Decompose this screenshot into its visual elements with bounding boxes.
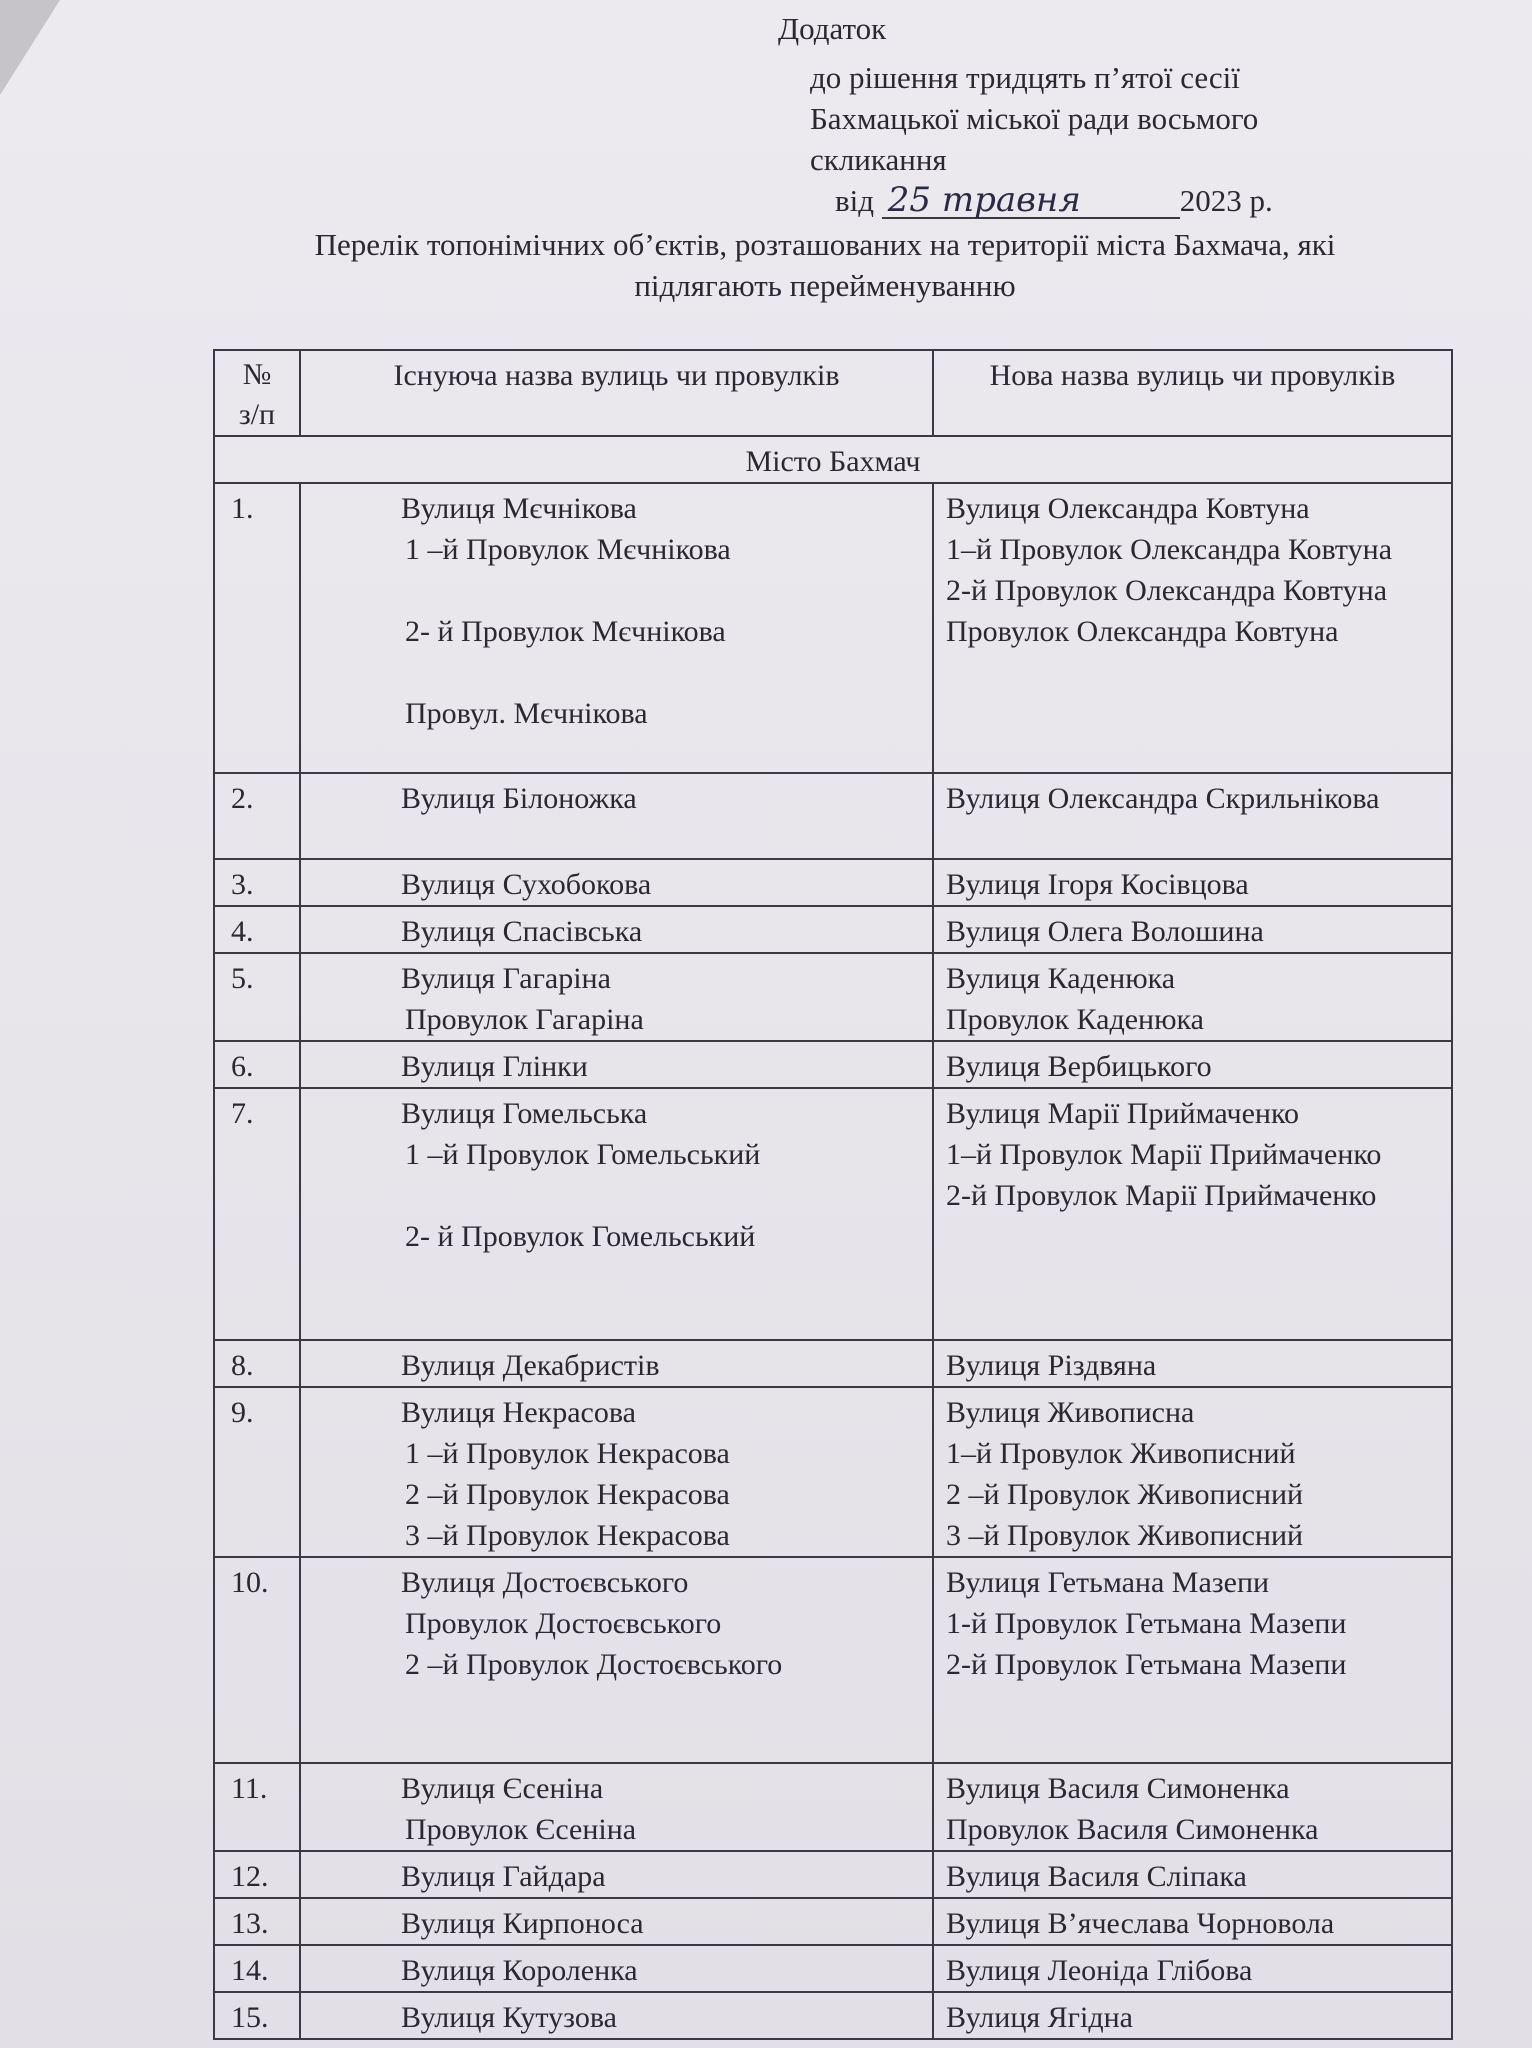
new-name-cell — [933, 906, 1452, 953]
old-name: 2- й Провулок Мєчнікова — [405, 615, 726, 648]
old-name — [401, 1175, 932, 1216]
table-row — [214, 906, 1452, 953]
header-new-name: Нова назва вулиць чи провулків — [933, 350, 1452, 436]
new-name-cell — [933, 953, 1452, 1041]
old-name-cell — [300, 483, 933, 773]
old-name: Провул. Мєчнікова — [405, 697, 648, 730]
old-name: 3 –й Провулок Некрасова — [405, 1519, 730, 1552]
table-row — [214, 1557, 1452, 1763]
old-name: Вулиця Кирпоноса — [401, 1907, 644, 1940]
decision-line-2: Бахмацької міської ради восьмого — [810, 101, 1259, 136]
list-caption — [180, 224, 1470, 306]
row-number: 6. — [214, 1041, 300, 1088]
new-name-cell — [933, 1992, 1452, 2039]
new-name: 2-й Провулок Марії Приймаченко — [946, 1179, 1377, 1212]
new-name: Вулиця Марії Приймаченко — [946, 1097, 1300, 1130]
section-title: Місто Бахмач — [214, 436, 1452, 483]
new-name-cell — [933, 1041, 1452, 1088]
row-number: 15. — [214, 1992, 300, 2039]
row-number: 2. — [214, 773, 300, 859]
new-name: Вулиця Ігоря Косівцова — [946, 868, 1249, 901]
new-name: 2 –й Провулок Живописний — [946, 1478, 1304, 1511]
table-row — [214, 1945, 1452, 1992]
new-name-cell — [933, 1088, 1452, 1340]
new-name: 2-й Провулок Олександра Ковтуна — [946, 574, 1388, 607]
old-name-cell — [300, 1945, 933, 1992]
new-name: Вулиця Олександра Скрильнікова — [946, 782, 1380, 815]
new-name-cell — [933, 1340, 1452, 1387]
new-name: Вулиця В’ячеслава Чорновола — [946, 1907, 1335, 1940]
caption-line-2: підлягають перейменуванню — [634, 268, 1016, 303]
new-name: 1-й Провулок Гетьмана Мазепи — [946, 1607, 1347, 1640]
old-name: 2 –й Провулок Достоєвського — [405, 1648, 783, 1681]
new-name-cell — [933, 483, 1452, 773]
new-name: Вулиця Каденюка — [946, 962, 1176, 995]
old-name: 2 –й Провулок Некрасова — [405, 1478, 730, 1511]
old-name: Вулиця Єсеніна — [401, 1772, 604, 1805]
table-row — [214, 1851, 1452, 1898]
new-name-cell — [933, 1387, 1452, 1557]
old-name-cell — [300, 773, 933, 859]
new-name: 2-й Провулок Гетьмана Мазепи — [946, 1648, 1347, 1681]
new-name: Вулиця Гетьмана Мазепи — [946, 1566, 1270, 1599]
header-old-name: Існуюча назва вулиць чи провулків — [300, 350, 933, 436]
old-name-cell — [300, 1340, 933, 1387]
new-name-cell — [933, 773, 1452, 859]
new-name-cell — [933, 1898, 1452, 1945]
old-name: Вулиця Некрасова — [401, 1396, 636, 1429]
new-name: 3 –й Провулок Живописний — [946, 1519, 1304, 1552]
decision-date — [835, 180, 1273, 221]
row-number: 14. — [214, 1945, 300, 1992]
new-name: Вулиця Олега Волошина — [946, 915, 1264, 948]
row-number: 5. — [214, 953, 300, 1041]
old-name: 2- й Провулок Гомельський — [405, 1220, 756, 1253]
table-row — [214, 1992, 1452, 2039]
new-name: 1–й Провулок Олександра Ковтуна — [946, 533, 1393, 566]
old-name-cell — [300, 1387, 933, 1557]
table-row — [214, 1898, 1452, 1945]
old-name: 1 –й Провулок Некрасова — [405, 1437, 730, 1470]
old-name-cell — [300, 1557, 933, 1763]
new-name: Вулиця Леоніда Глібова — [946, 1954, 1253, 1987]
table-row — [214, 773, 1452, 859]
old-name-cell — [300, 1088, 933, 1340]
table-row — [214, 1041, 1452, 1088]
decision-line-3: скликання — [810, 142, 947, 177]
table-row — [214, 1387, 1452, 1557]
old-name: Вулиця Гайдара — [401, 1860, 606, 1893]
row-number: 10. — [214, 1557, 300, 1763]
date-prefix: від — [835, 183, 875, 218]
table-row — [214, 859, 1452, 906]
new-name: Вулиця Ягідна — [946, 2001, 1133, 2034]
date-suffix: 2023 р. — [1179, 183, 1273, 218]
new-name: Вулиця Вербицького — [946, 1050, 1212, 1083]
new-name: Вулиця Живописна — [946, 1396, 1195, 1429]
table-row — [214, 1088, 1452, 1340]
new-name: Провулок Василя Симоненка — [946, 1813, 1319, 1846]
table-row — [214, 953, 1452, 1041]
old-name: Вулиця Спасівська — [401, 915, 643, 948]
new-name-cell — [933, 1557, 1452, 1763]
old-name — [401, 570, 932, 611]
old-name — [401, 652, 932, 693]
new-name: Вулиця Олександра Ковтуна — [946, 492, 1310, 525]
old-name: Провулок Гагаріна — [405, 1003, 644, 1036]
old-name: 1 –й Провулок Гомельський — [405, 1138, 761, 1171]
new-name: Вулиця Василя Сліпака — [946, 1860, 1247, 1893]
row-number: 12. — [214, 1851, 300, 1898]
row-number: 1. — [214, 483, 300, 773]
old-name: Провулок Єсеніна — [405, 1813, 637, 1846]
old-name-cell — [300, 1992, 933, 2039]
old-name-cell — [300, 1851, 933, 1898]
old-name-cell — [300, 953, 933, 1041]
old-name: Вулиця Гомельська — [401, 1097, 648, 1130]
decision-line-1: до рішення тридцять п’ятої сесії — [810, 60, 1240, 95]
row-number: 13. — [214, 1898, 300, 1945]
table-row — [214, 1340, 1452, 1387]
old-name: Вулиця Білоножка — [401, 782, 637, 815]
row-number: 4. — [214, 906, 300, 953]
old-name: Вулиця Глінки — [401, 1050, 588, 1083]
new-name: Вулиця Різдвяна — [946, 1349, 1157, 1382]
handwritten-date: 25 травня — [882, 183, 1180, 219]
new-name: Провулок Олександра Ковтуна — [946, 615, 1339, 648]
table-header-row — [214, 350, 1452, 436]
old-name-cell — [300, 859, 933, 906]
new-name-cell — [933, 1851, 1452, 1898]
old-name: Вулиця Короленка — [401, 1954, 638, 1987]
old-name: Вулиця Гагаріна — [401, 962, 611, 995]
row-number: 9. — [214, 1387, 300, 1557]
old-name-cell — [300, 1898, 933, 1945]
old-name: Провулок Достоєвського — [405, 1607, 722, 1640]
table-row — [214, 483, 1452, 773]
old-name: Вулиця Достоєвського — [401, 1566, 689, 1599]
new-name: 1–й Провулок Живописний — [946, 1437, 1296, 1470]
table-row — [214, 1763, 1452, 1851]
row-number: 11. — [214, 1763, 300, 1851]
new-name-cell — [933, 1945, 1452, 1992]
section-row — [214, 436, 1452, 483]
folded-corner — [0, 0, 60, 95]
old-name-cell — [300, 1041, 933, 1088]
renaming-table — [213, 349, 1453, 2040]
old-name-cell — [300, 1763, 933, 1851]
new-name: Провулок Каденюка — [946, 1003, 1204, 1036]
old-name: Вулиця Сухобокова — [401, 868, 652, 901]
old-name-cell — [300, 906, 933, 953]
new-name: Вулиця Василя Симоненка — [946, 1772, 1290, 1805]
new-name: 1–й Провулок Марії Приймаченко — [946, 1138, 1382, 1171]
old-name: Вулиця Декабристів — [401, 1349, 660, 1382]
row-number: 7. — [214, 1088, 300, 1340]
new-name-cell — [933, 859, 1452, 906]
old-name: 1 –й Провулок Мєчнікова — [405, 533, 731, 566]
old-name: Вулиця Мєчнікова — [401, 492, 637, 525]
caption-line-1: Перелік топонімічних об’єктів, розташованих на території міста Бахмача, які — [314, 227, 1336, 262]
old-name: Вулиця Кутузова — [401, 2001, 617, 2034]
new-name-cell — [933, 1763, 1452, 1851]
header-num: № з/п — [214, 350, 300, 436]
row-number: 3. — [214, 859, 300, 906]
appendix-title: Додаток — [778, 11, 887, 46]
row-number: 8. — [214, 1340, 300, 1387]
